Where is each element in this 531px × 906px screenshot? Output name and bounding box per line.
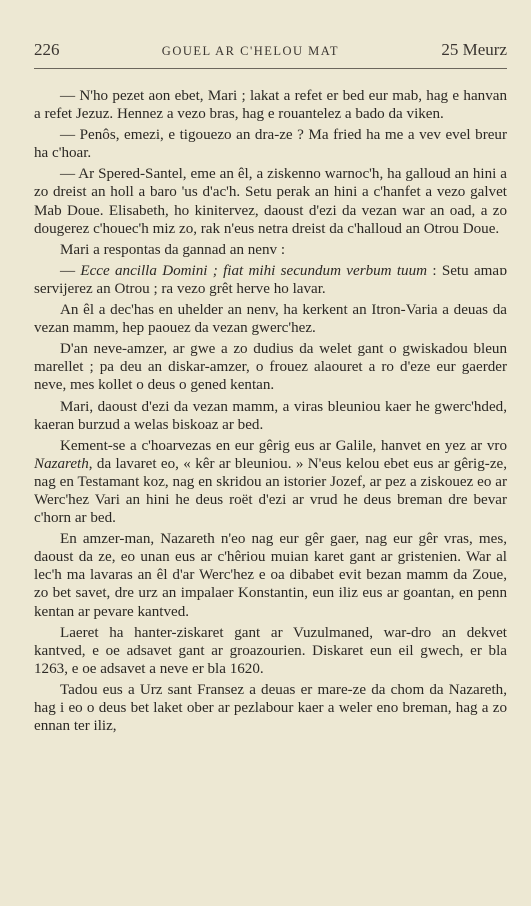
paragraph: En amzer-man, Nazareth n'eo nag eur gêr gaer, nag eur gêr vras, mes, daoust da ze, eo unan eus ar c'hêriou muian karet gant ar gristenien. War al lec'h ma lavaras an êl d'ar Werc'hez e oa dibabet evit bezan mamm da Zoue, zo bet savet, dre urz an impalaer Konstantin, eun iliz eus ar goantan, en penn kentan ar pevare kantved. (34, 531, 507, 620)
paragraph: — Ar Spered-Santel, eme an êl, a ziskenno warnoc'h, ha galloud an hini a zo dreist an holl a baro 'us d'ac'h. Setu perak an hini a c'hanfet a vezo galvet Mab Doue. Elisabeth, ho kinitervez, daoust d'ezi da vezan war an oad, a zo dougerez c'houec'h miz zo, rak n'eus netra dreist da c'halloud an Otrou Doue. (34, 166, 507, 237)
paragraph: Mari, daoust d'ezi da vezan mamm, a viras bleuniou kaer he gwerc'hded, kaeran burzud a welas biskoaz ar bed. (34, 398, 507, 433)
paragraph: — N'ho pezet aon ebet, Mari ; lakat a refet er bed eur mab, hag e hanvan a refet Jezuz. Hennez a vezo bras, hag e rouantelez a bado da viken. (34, 88, 507, 123)
dash-prefix: — (60, 262, 81, 279)
paragraph (34, 262, 507, 298)
header-rule (34, 68, 507, 69)
paragraph-text: , da lavaret eo, « kêr ar bleuniou. » N'eus kelou ebet eus ar gêrig-ze, nag en Testamant koz, nag en skridou an istorier Jozef, ar pez a ziskouez eo ar Werc'hez Vari an hini he deus roët d'ezi ar vrud he deus breman dre bevar c'horn ar bed. (34, 455, 507, 527)
paragraph-text: Kement-se a c'hoarvezas en eur gêrig eus ar Galile, hanvet en yez ar vro (60, 437, 507, 454)
running-title: GOUEL AR C'HELOU MAT (161, 44, 340, 58)
paragraph: D'an neve-amzer, ar gwe a zo dudius da welet gant o gwiskadou bleun marellet ; pa deu an diskar-amzer, o frouez alaouret a ro d'eze eur gaerder neve, mes kollet o deus o gened kentan. (34, 341, 507, 394)
running-date: 25 Meurz (441, 40, 507, 59)
paragraph: An êl a dec'has en uhelder an nenv, ha kerkent an Itron-Varia a deuas da vezan mamm, hep paouez da vezan gwerc'hez. (34, 302, 507, 337)
paragraph: — Penôs, emezi, e tigouezo an dra-ze ? Ma fried ha me a vev evel breur ha c'hoar. (34, 127, 507, 162)
paragraph: Tadou eus a Urz sant Fransez a deuas er mare-ze da chom da Nazareth, hag i eo o deus bet laket ober ar pezlabour kaer a weler eno breman, hag a zo ennan ter iliz, (34, 681, 507, 735)
body-text (34, 87, 507, 735)
paragraph: Mari a respontas da gannad an nenv : (60, 241, 286, 258)
paragraph (34, 437, 507, 527)
place-name: Nazareth (34, 455, 89, 472)
running-head (34, 40, 507, 66)
paragraph: Laeret ha hanter-ziskaret gant ar Vuzulmaned, war-dro an dekvet kantved, e oe adsavet gant ar groazourien. Diskaret eun eil gwech, er bla 1263, e oe adsavet a neve er bla 1620. (34, 624, 507, 677)
latin-quote: Ecce ancilla Domini ; fiat mihi secundum verbum tuum (80, 262, 428, 279)
paragraph-text: : Setu amaɒ servijerez an Otrou ; ra vezo grêt herve ho lavar. (34, 262, 507, 297)
page-number: 226 (34, 40, 60, 59)
